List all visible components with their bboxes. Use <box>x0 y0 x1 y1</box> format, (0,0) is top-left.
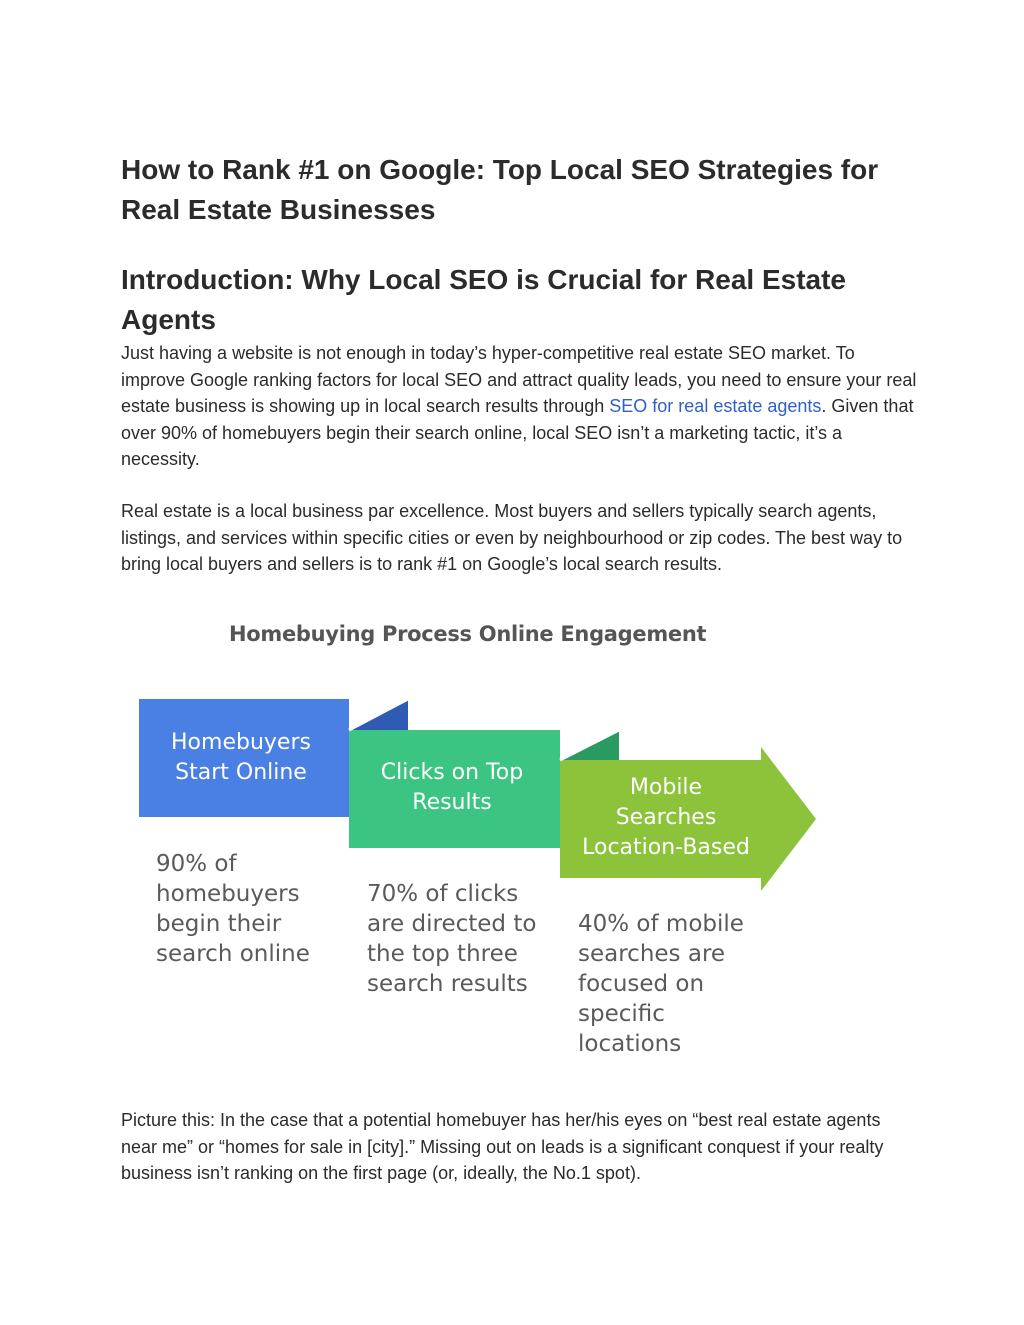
intro-heading: Introduction: Why Local SEO is Crucial for Real Estate Agents <box>121 264 847 335</box>
step-1-stat-line: 90% of <box>156 851 237 877</box>
step-3-label-line: Mobile <box>629 775 703 800</box>
step-1-label-line: Start Online <box>175 760 307 785</box>
step-3-stat-line: searches are <box>578 941 726 967</box>
step-1-stat-line: begin their <box>156 911 282 937</box>
step-3-stat-line: specific <box>578 1001 665 1027</box>
figure-title: Homebuying Process Online Engagement <box>229 622 707 646</box>
figure-graphic <box>121 612 921 1082</box>
step-3-stat-line: locations <box>578 1031 682 1057</box>
step-1-label-line: Homebuyers <box>171 730 311 755</box>
step-3-label-line: Location-Based <box>582 835 750 860</box>
intro-paragraph-text-start: Just having a website is not enough in today’s hyper-competitive real estate SEO market. To improve Google ranking factors for local SEO and attract quality leads, you need to ensure your real estate business is showing up in local search results through <box>121 343 917 416</box>
step-1-stat <box>156 849 310 969</box>
picture-this-paragraph: Picture this: In the case that a potential homebuyer has her/his eyes on “best real estate agents near me” or “homes for sale in [city].” Missing out on leads is a significant conquest if your realty business isn’t ranking on the first page (or, ideally, the No.1 spot). <box>121 1110 884 1183</box>
local-business-paragraph: Real estate is a local business par excellence. Most buyers and sellers typically search agents, listings, and services within specific cities or even by neighbourhood or zip codes. The best way to bring local buyers and sellers is to rank #1 on Google’s local search results. <box>121 501 903 574</box>
step-1-stat-line: homebuyers <box>156 881 300 907</box>
seo-for-real-estate-agents-link[interactable]: SEO for real estate agents <box>609 396 822 416</box>
step-2-stat-line: are directed to <box>367 911 537 937</box>
homebuying-engagement-figure <box>121 612 921 1082</box>
step-2-label-line: Clicks on Top <box>380 760 524 785</box>
step-2-stat-line: 70% of clicks <box>367 881 519 907</box>
step-3-label-line: Searches <box>615 805 717 830</box>
step-2-stat-line: search results <box>367 971 528 997</box>
step-2-label <box>361 758 543 818</box>
step-3-stat <box>578 909 744 1059</box>
step-1-stat-line: search online <box>156 941 310 967</box>
step-2-stat <box>367 879 536 999</box>
intro-paragraph-text-end: . Given that over 90% of homebuyers begin their search online, local SEO isn’t a marketing tactic, it’s a necessity. <box>121 396 914 469</box>
step-1-label <box>149 728 333 788</box>
step-2-stat-line: the top three <box>367 941 518 967</box>
page-title: How to Rank #1 on Google: Top Local SEO Strategies for Real Estate Businesses <box>121 154 879 225</box>
intro-paragraph <box>121 340 921 473</box>
step-3-stat-line: focused on <box>578 971 705 997</box>
step-3-label <box>571 773 761 863</box>
step-3-stat-line: 40% of mobile <box>578 911 744 937</box>
step-2-label-line: Results <box>412 790 492 815</box>
